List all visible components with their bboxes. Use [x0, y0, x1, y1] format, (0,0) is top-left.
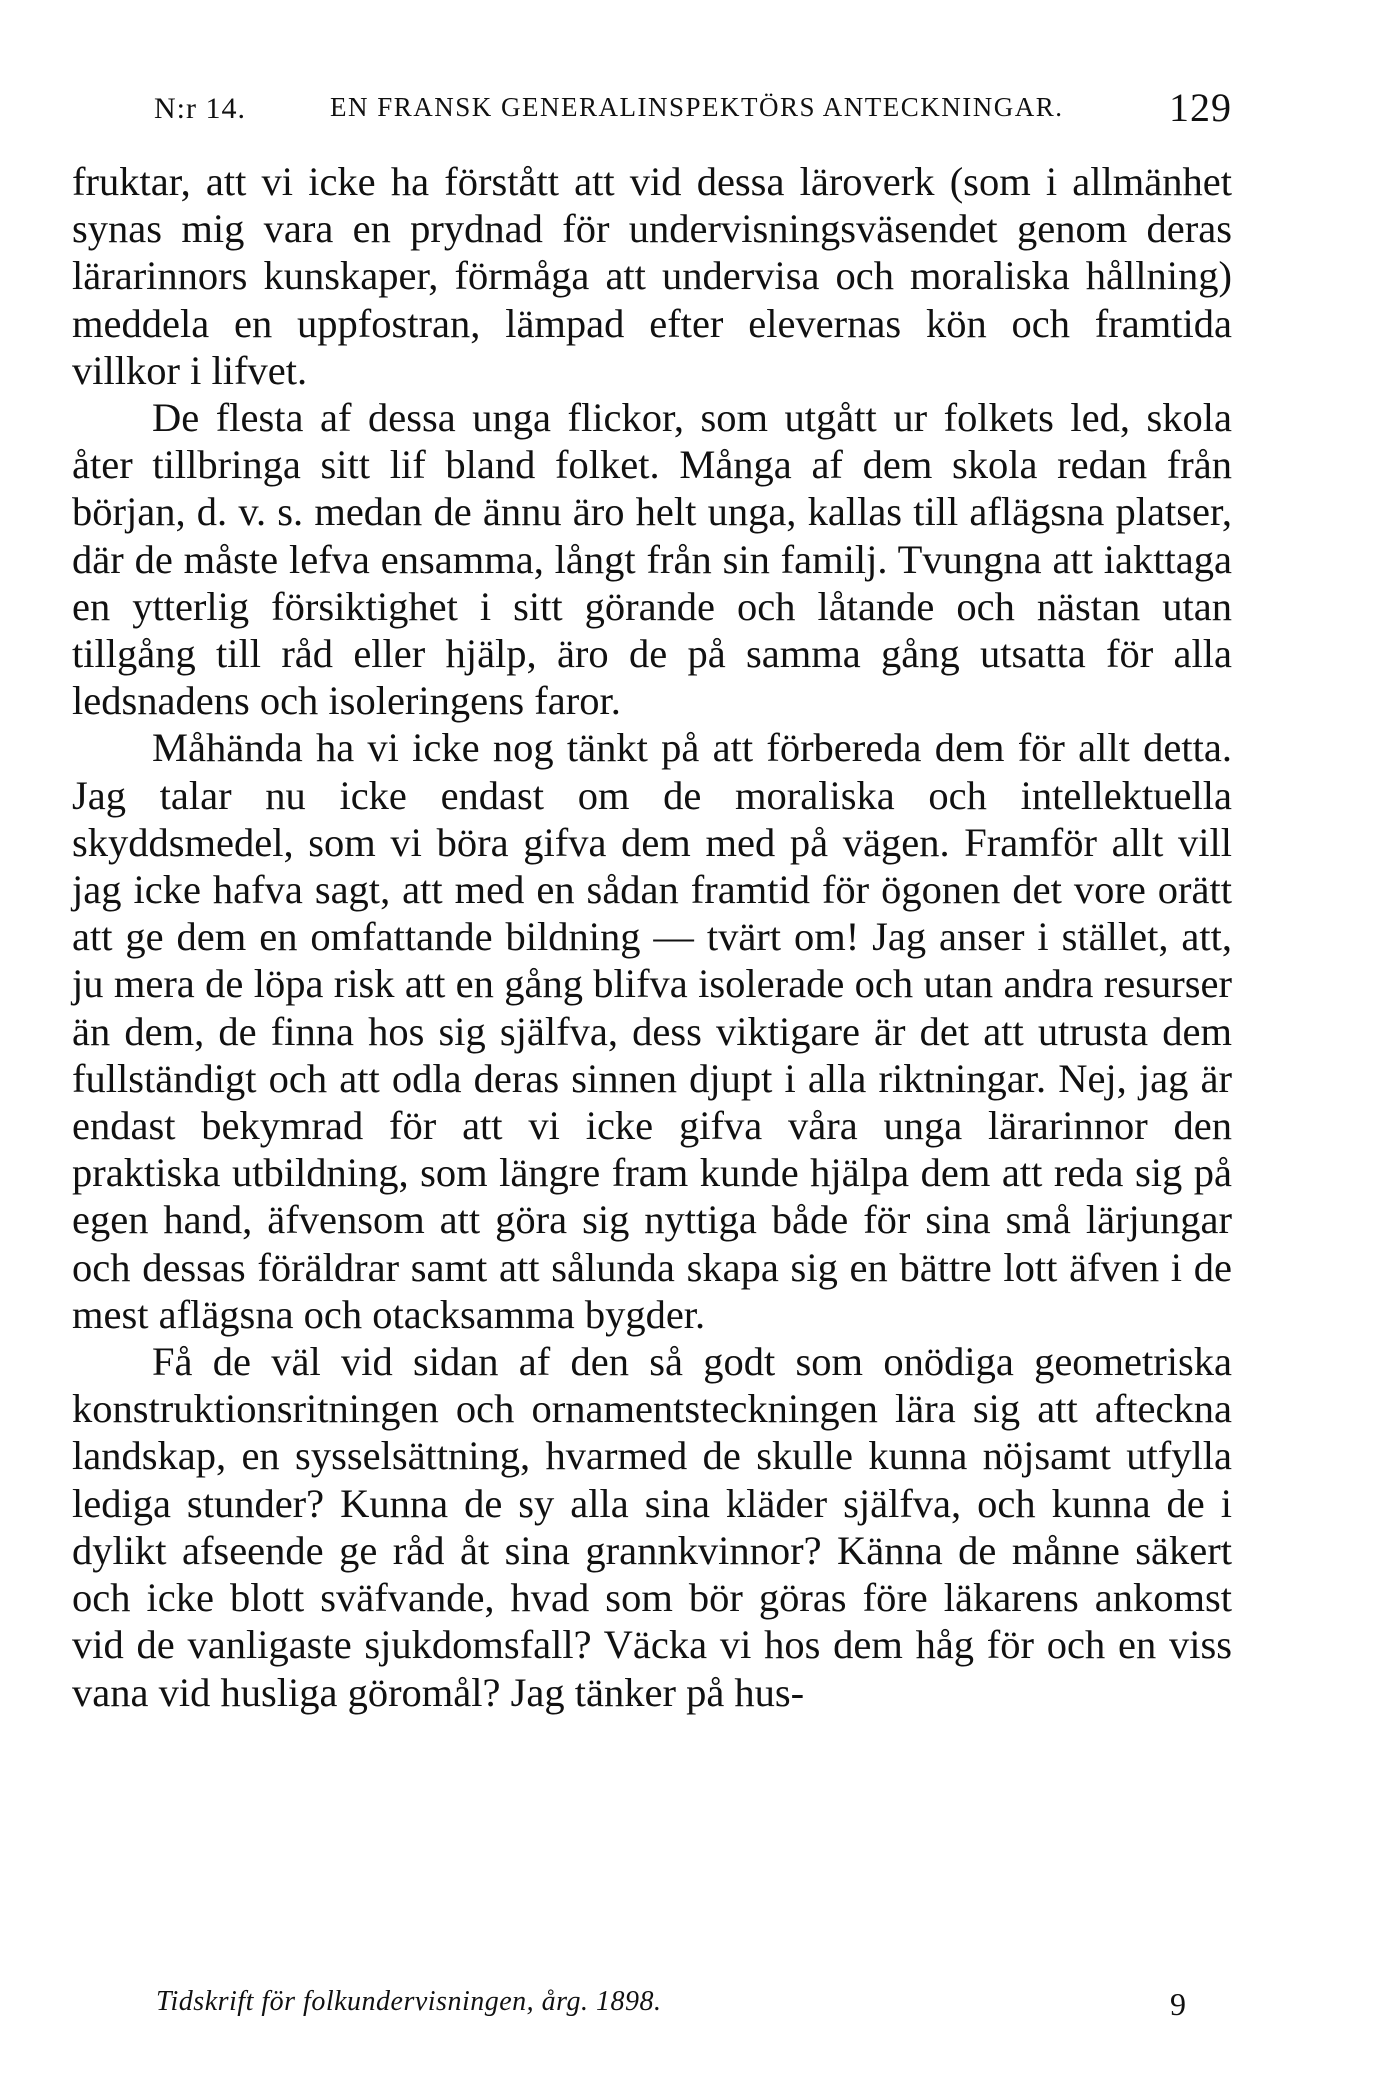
page [72, 0, 1232, 2090]
paragraph-2: De flesta af dessa unga flickor, som utgått ur folkets led, skola åter tillbringa sitt lif bland folket. Många af dem skola redan från början, d. v. s. medan de ännu äro helt unga, kallas till aflägsna platser, där de måste lefva ensamma, långt från sin familj. Tvungna att iakttaga en ytterlig försiktighet i sitt görande och låtande och nästan utan tillgång till råd eller hjälp, äro de på samma gång utsatta för alla ledsnadens och isoleringens faror. [72, 395, 1232, 724]
footer [72, 1986, 1232, 2026]
paragraph-1: fruktar, att vi icke ha förstått att vid dessa läroverk (som i allmänhet synas mig vara en prydnad för undervisningsväsendet genom deras lärarinnors kunskaper, förmåga att undervisa och moraliska hållning) meddela en uppfostran, lämpad efter elevernas kön och framtida villkor i lifvet. [72, 159, 1232, 393]
page-number: 129 [1169, 85, 1232, 130]
journal-footer: Tidskrift för folkundervisningen, årg. 1898. [156, 1986, 662, 2017]
paragraph-3: Måhända ha vi icke nog tänkt på att förbereda dem för allt detta. Jag talar nu icke endast om de moraliska och intellektuella skyddsmedel, som vi böra gifva dem med på vägen. Framför allt vill jag icke hafva sagt, att med en sådan framtid för ögonen det vore orätt att ge dem en omfattande bildning — tvärt om! Jag anser i stället, att, ju mera de löpa risk att en gång blifva isolerade och utan andra resurser än dem, de finna hos sig själfva, dess viktigare är det att utrusta dem fullständigt och att odla deras sinnen djupt i alla riktningar. Nej, jag är endast bekymrad för att vi icke gifva våra unga lärarinnor den praktiska utbildning, som längre fram kunde hjälpa dem att reda sig på egen hand, äfvensom att göra sig nyttiga både för sina små lärjungar och dessas föräldrar samt att sålunda skapa sig en bättre lott äfven i de mest aflägsna och otacksamma bygder. [72, 725, 1232, 1337]
body-text [72, 158, 1232, 1716]
issue-number: N:r 14. [154, 92, 246, 125]
paragraph-4: Få de väl vid sidan af den så godt som onödiga geometriska konstruktionsritningen och ornamentsteckningen lära sig att afteckna landskap, en sysselsättning, hvarmed de skulle kunna nöjsamt utfylla lediga stunder? Kunna de sy alla sina kläder själfva, och kunna de i dylikt afseende ge råd åt sina grannkvinnor? Känna de månne säkert och icke blott sväfvande, hvad som bör göras före läkarens ankomst vid de vanligaste sjukdomsfall? Väcka vi hos dem håg för och en viss vana vid husliga göromål? Jag tänker på hus- [72, 1339, 1232, 1715]
signature-mark: 9 [1170, 1986, 1186, 2022]
running-title: EN FRANSK GENERALINSPEKTÖRS ANTECKNINGAR. [330, 92, 1064, 122]
